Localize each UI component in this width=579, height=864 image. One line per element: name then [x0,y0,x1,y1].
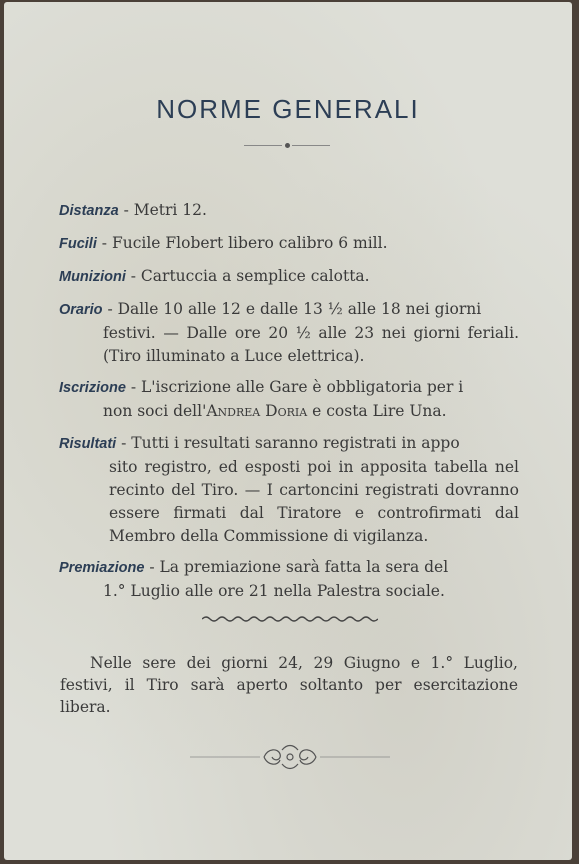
rule-key: Risultati [59,436,117,452]
rule-fucili [59,232,519,256]
rule-key: Fucili [59,236,97,252]
rule-risultati [59,432,519,548]
rule-text: - Tutti i resultati saranno registrati in appo [116,434,460,452]
rule-iscrizione [59,376,519,423]
rule-munizioni [59,265,519,289]
rule-premiazione [59,556,519,603]
rule-continuation: sito registro, ed esposti poi in apposita tabella nel recinto del Tiro. — I cartoncini registrati dovranno essere firmati dal Tiratore e controfirmati dal Membro della Commissione di vigilanza. [109,458,519,545]
rule-text: - Fucile Flobert libero calibro 6 mill. [96,234,388,252]
closing-note: Nelle sere dei giorni 24, 29 Giugno e 1.° Luglio, festivi, il Tiro sarà aperto soltanto per esercitazione libera. [60,654,518,716]
rule-key: Distanza [59,203,119,219]
document-page [4,2,572,860]
society-name: Andrea Doria [206,402,308,420]
rule-continuation: non soci dell' [103,402,207,420]
rule-orario [59,298,519,368]
rule-distanza [59,199,519,223]
rule-continuation-end: e costa Lire Una. [307,402,447,420]
page-title: NORME GENERALI [156,94,420,124]
rule-text: - Dalle 10 alle 12 e dalle 13 ½ alle 18 nei giorni [102,300,482,318]
rule-key: Iscrizione [59,380,126,396]
rule-key: Orario [59,302,103,318]
rule-text: - L'iscrizione alle Gare è obbligatoria per i [125,378,464,396]
rule-key: Munizioni [59,269,126,285]
rule-text: - Metri 12. [118,201,207,219]
ornament-icon [190,740,390,774]
title-divider [244,143,330,149]
rule-continuation: 1.° Luglio alle ore 21 nella Palestra sociale. [103,582,445,600]
rule-text: - La premiazione sarà fatta la sera del [144,558,449,576]
wave-divider [202,614,378,624]
rule-key: Premiazione [59,560,145,576]
rule-continuation: festivi. — Dalle ore 20 ½ alle 23 nei giorni feriali. (Tiro illuminato a Luce elettrica). [103,324,519,365]
rule-text: - Cartuccia a semplice calotta. [125,267,370,285]
